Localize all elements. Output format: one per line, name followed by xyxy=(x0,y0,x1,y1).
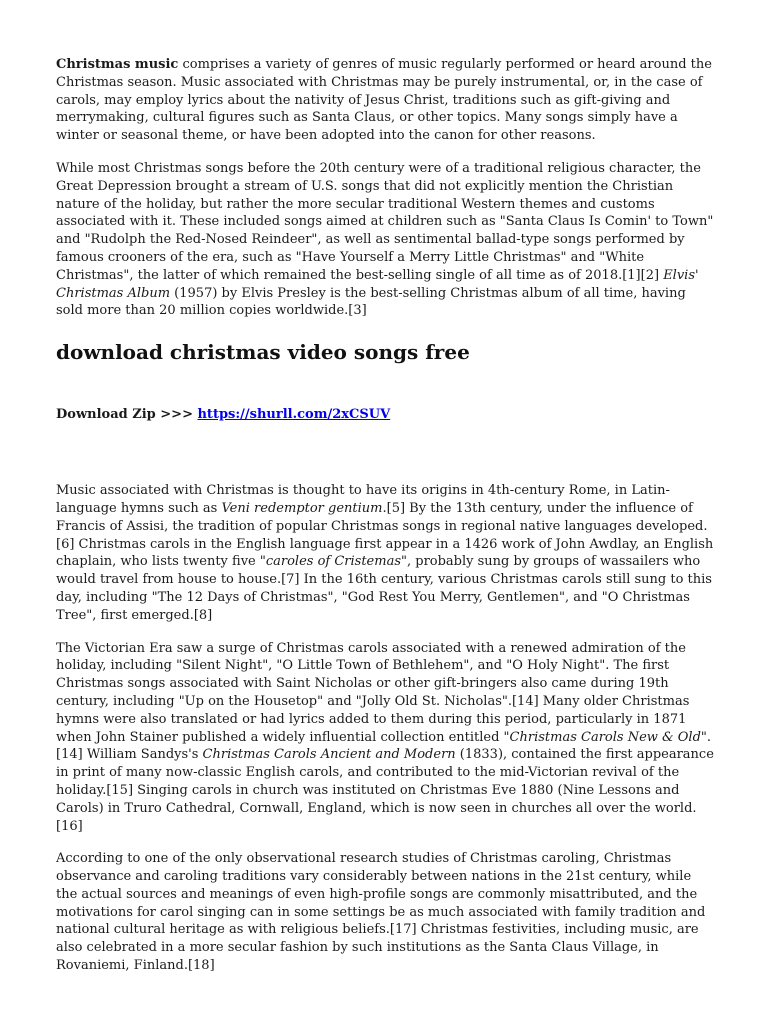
intro-paragraph-2-italic-2: Christmas Album xyxy=(56,285,171,301)
body-paragraph-2-text-2: ".[14] William Sandys's xyxy=(56,729,712,763)
page-title: download christmas video songs free xyxy=(56,340,470,365)
intro-paragraph-2 xyxy=(56,160,714,320)
body-paragraph-2-italic-1: Christmas Carols New & Old xyxy=(509,729,701,745)
body-paragraph-2-text-3: (1833), contained the first appearance in print of many now-classic English carols, and contributed to the mid-Victorian revival of the holiday.[15] Singing carols in church was instituted on Christmas Eve 1880 (Nine Lessons and Carols) in Truro Cathedral, Cornwall, England, which is now seen in churches all over the world.[16] xyxy=(56,747,714,834)
body-paragraph-1-text-1: Music associated with Christmas is thought to have its origins in 4th-century Rome, in Latin-language hymns such as xyxy=(56,483,670,516)
body-paragraph-3: According to one of the only observational research studies of Christmas caroling, Christmas observance and caroling traditions vary considerably between nations in the 21st century, while the actual sources and meanings of even high-profile songs are commonly misattributed, and the motivations for carol singing can in some settings be as much associated with family tradition and national cultural heritage as with religious beliefs.[17] Christmas festivities, including music, are also celebrated in a more secular fashion by such institutions as the Santa Claus Village, in Rovaniemi, Finland.[18] xyxy=(56,851,706,974)
body-paragraph-1-text-3: ", probably sung by groups of wassailers who would travel from house to house.[7] In the 16th century, various Christmas carols still sung to this day, including "The 12 Days of Christmas", "God Rest You Merry, Gentlemen", and "O Christmas Tree", first emerged.[8] xyxy=(56,554,712,623)
body-paragraph-1-text-2: .[5] By the 13th century, under the influence of Francis of Assisi, the tradition of popular Christmas songs in regional native languages developed.[6] Christmas carols in the English language first appear in a 1426 work of John Awdlay, an English chaplain, who lists twenty five " xyxy=(56,500,714,570)
intro-lead-term: Christmas music xyxy=(56,57,179,72)
intro-paragraph-1 xyxy=(56,56,714,145)
intro-paragraph-2-italic-1: Elvis xyxy=(663,267,696,283)
download-label: Download Zip >>> xyxy=(56,407,198,423)
spacer xyxy=(56,423,714,482)
body-paragraph-1-italic-1: Veni redemptor gentium xyxy=(221,500,383,516)
intro-paragraph-2-text-1: While most Christmas songs before the 20th century were of a traditional religious character, the Great Depression brought a stream of U.S. songs that did not explicitly mention the Christian nature of the holiday, but rather the more secular traditional Western themes and customs associated with it. These included songs aimed at children such as "Santa Claus Is Comin' to Town" and "Rudolph the Red-Nosed Reindeer", as well as sentimental ballad-type songs performed by famous crooners of the era, such as "Have Yourself a Merry Little Christmas" and "White Christmas", the latter of which remained the best-selling single of all time as of 2018.[1][2] xyxy=(56,160,714,283)
body-paragraph-2-text-1: The Victorian Era saw a surge of Christmas carols associated with a renewed admiration of the holiday, including "Silent Night", "O Little Town of Bethlehem", and "O Holy Night". The first Christmas songs associated with Saint Nicholas or other gift-bringers also came during 19th century, including "Up on the Housetop" and "Jolly Old St. Nicholas".[14] Many older Christmas hymns were also translated or had lyrics added to them during this period, particularly in 1871 when John Stainer published a widely influential collection entitled " xyxy=(56,640,690,745)
body-paragraph-2-italic-2: Christmas Carols Ancient and Modern xyxy=(202,747,456,763)
body-paragraph-2 xyxy=(56,640,714,836)
intro-paragraph-2-text-2: ' xyxy=(695,267,699,283)
intro-paragraph-2-text-3: (1957) by Elvis Presley is the best-selling Christmas album of all time, having sold more than 20 million copies worldwide.[3] xyxy=(56,285,686,319)
body-paragraph-1 xyxy=(56,482,714,624)
download-link[interactable]: https://shurll.com/2xCSUV xyxy=(197,407,391,423)
download-line xyxy=(56,406,714,423)
body-paragraph-1-italic-2: caroles of Cristemas xyxy=(265,554,401,570)
intro-paragraph-1-text: comprises a variety of genres of music regularly performed or heard around the Christmas season. Music associated with Christmas may be purely instrumental, or, in the case of carols, may employ lyrics about the nativity of Jesus Christ, traditions such as gift-giving and merrymaking, cultural figures such as Santa Claus, or other topics. Many songs simply have a winter or seasonal theme, or have been adopted into the canon for other reasons. xyxy=(56,57,712,144)
